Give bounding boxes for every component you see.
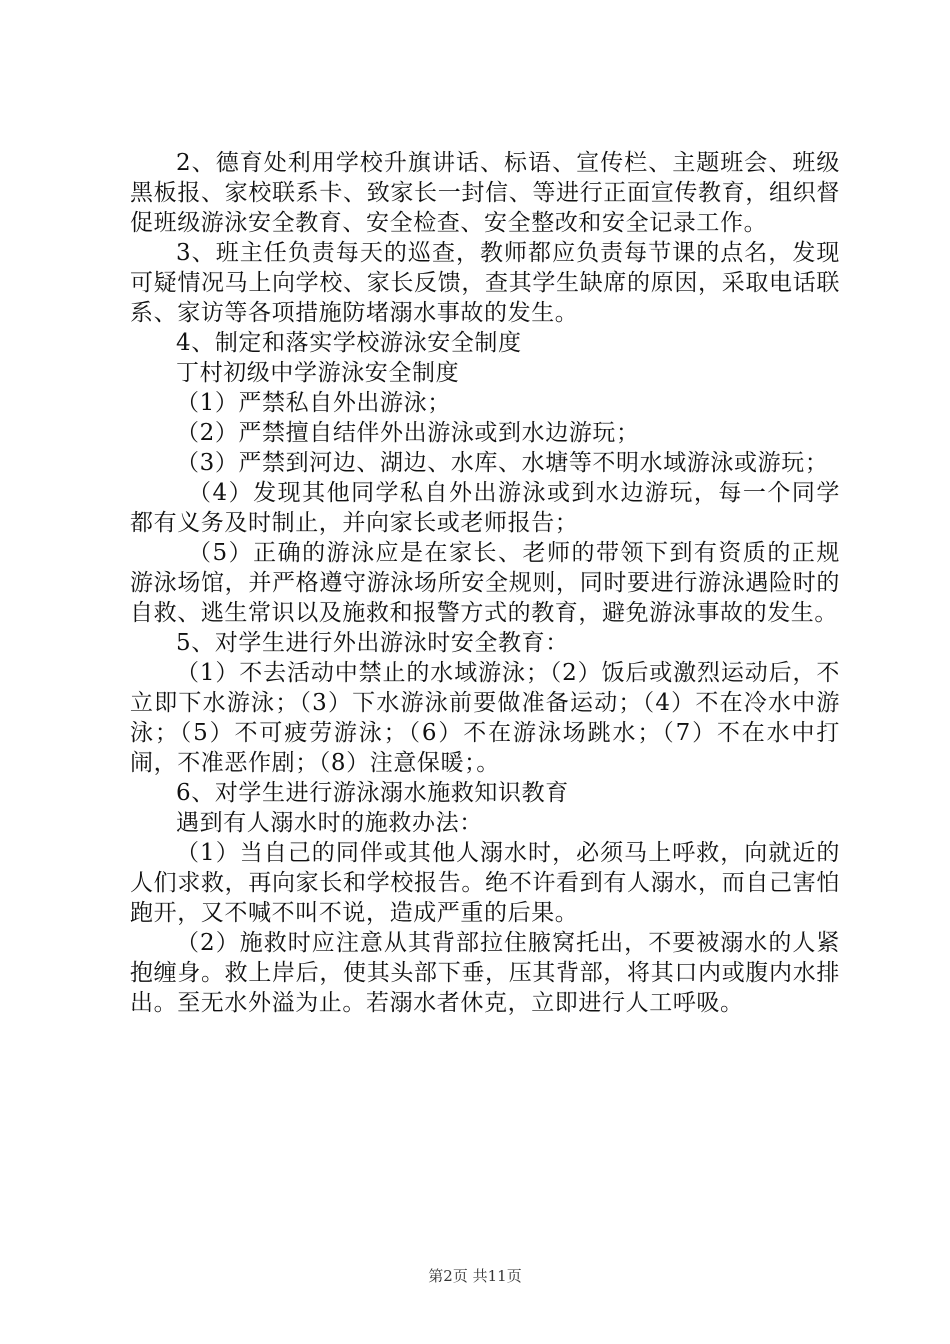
education-points: （1）不去活动中禁止的水域游泳；（2）饭后或激烈运动后，不立即下水游泳；（3）下水游泳前要做准备运动；（4）不在冷水中游泳；（5）不可疲劳游泳；（6）不在游泳场跳水；（7）不在水中打闹，不准恶作剧；（8）注意保暖；。 xyxy=(130,660,840,776)
document-body xyxy=(130,148,840,1018)
rescue-method-2: （2）施救时应注意从其背部拉住腋窝托出，不要被溺水的人紧抱缠身。救上岸后，使其头部下垂，压其背部，将其口内或腹内水排出。至无水外溢为止。若溺水者休克，立即进行人工呼吸。 xyxy=(130,930,840,1016)
safety-rules-title: 丁村初级中学游泳安全制度 xyxy=(176,360,460,386)
rescue-method-1: （1）当自己的同伴或其他人溺水时，必须马上呼救，向就近的人们求救，再向家长和学校报告。绝不许看到有人溺水，而自己害怕跑开，又不喊不叫不说，造成严重的后果。 xyxy=(130,840,840,926)
rule-3: （3）严禁到河边、湖边、水库、水塘等不明水域游泳或游玩； xyxy=(176,450,829,476)
paragraph-item-6-heading: 6、对学生进行游泳溺水施救知识教育 xyxy=(176,780,569,806)
paragraph-item-2-propaganda: 2、德育处利用学校升旗讲话、标语、宣传栏、主题班会、班级黑板报、家校联系卡、致家长一封信、等进行正面宣传教育，组织督促班级游泳安全教育、安全检查、安全整改和安全记录工作。 xyxy=(130,150,840,236)
rule-1: （1）严禁私自外出游泳； xyxy=(176,390,451,416)
rule-5: （5）正确的游泳应是在家长、老师的带领下到有资质的正规游泳场馆，并严格遵守游泳场所安全规则，同时要进行游泳遇险时的自救、逃生常识以及施救和报警方式的教育，避免游泳事故的发生。 xyxy=(130,540,840,626)
paragraph-item-3-roll-call: 3、班主任负责每天的巡查，教师都应负责每节课的点名，发现可疑情况马上向学校、家长反馈，查其学生缺席的原因，采取电话联系、家访等各项措施防堵溺水事故的发生。 xyxy=(130,240,840,326)
paragraph-item-5-heading: 5、对学生进行外出游泳时安全教育： xyxy=(176,630,569,656)
rule-2: （2）严禁擅自结伴外出游泳或到水边游玩； xyxy=(176,420,640,446)
rule-4: （4）发现其他同学私自外出游泳或到水边游玩，每一个同学都有义务及时制止，并向家长或老师报告； xyxy=(130,480,840,536)
page-number-footer: 第2页 共11页 xyxy=(428,1267,522,1285)
rescue-methods-heading: 遇到有人溺水时的施救办法： xyxy=(176,810,483,836)
paragraph-item-4-heading: 4、制定和落实学校游泳安全制度 xyxy=(176,330,522,356)
